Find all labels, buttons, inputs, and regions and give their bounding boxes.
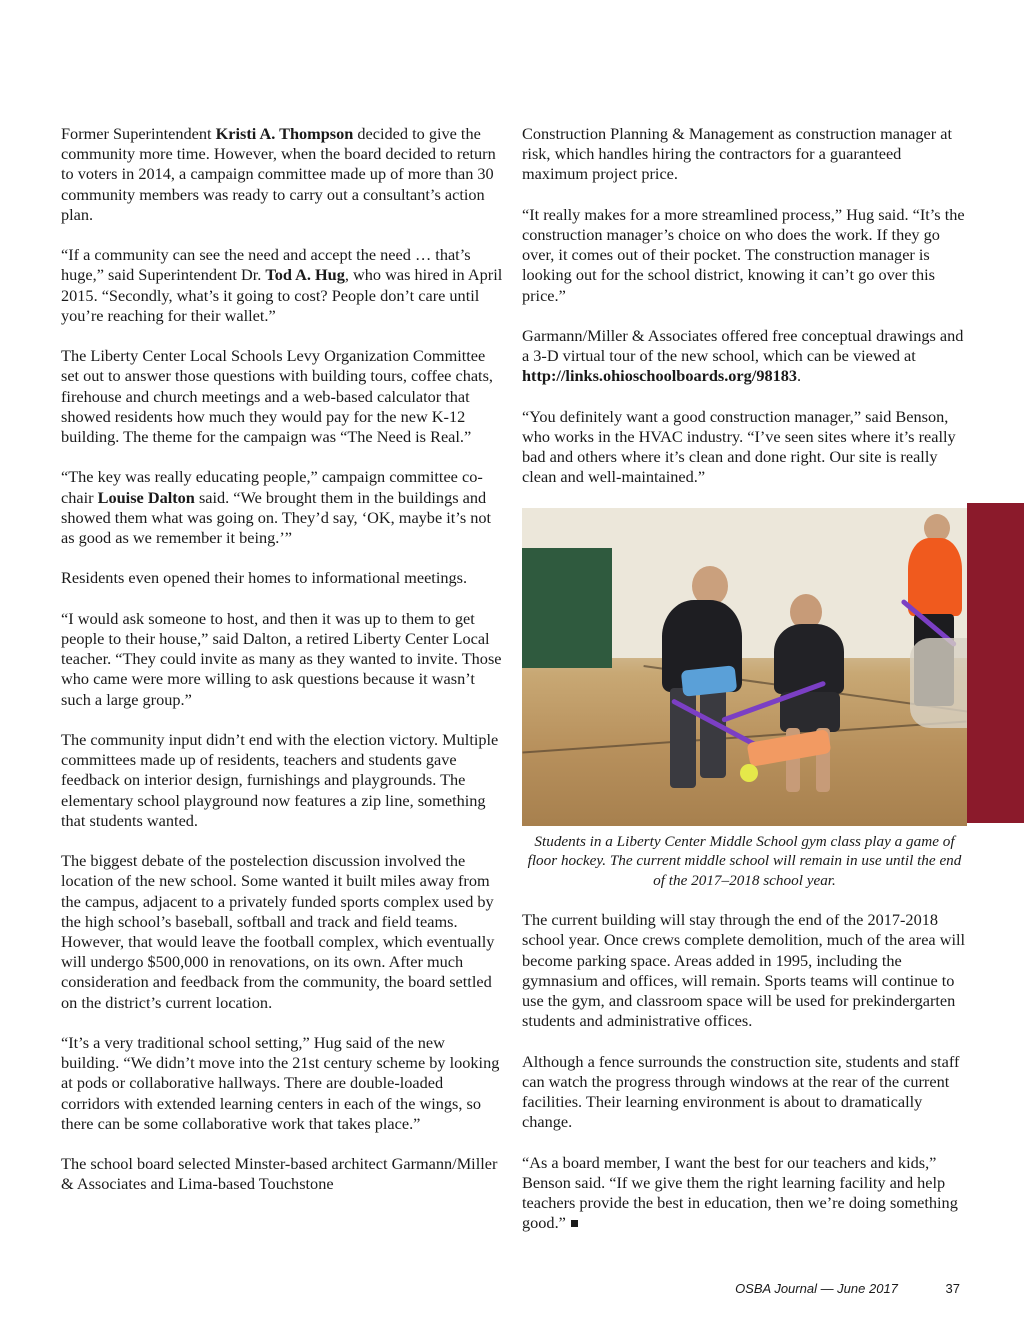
paragraph: Construction Planning & Management as construction manager at risk, which handles hiring the contractors for a guaranteed maximum project price. xyxy=(522,124,952,184)
paragraph: “If a community can see the need and accept the need … that’s huge,” said Superintendent Dr. Tod A. Hug, who was hired in April 2015. “Secondly, what’s it going to cost? People don’t care until you’re reaching for their wallet.” xyxy=(61,245,503,325)
paragraph: “I would ask someone to host, and then it was up to them to get people to their house,” said Dalton, a retired Liberty Center Local teacher. “They could invite as many as they wanted to invite. Those who came were more willing to ask questions because it wasn’t such a large group.” xyxy=(61,608,502,709)
accent-bar xyxy=(967,503,1024,823)
teacher xyxy=(908,538,962,616)
paragraph: “As a board member, I want the best for our teachers and kids,” Benson said. “If we give them the right learning facility and help teachers provide the best in education, then we’re doing something good.” xyxy=(522,1152,958,1233)
paragraph: “You definitely want a good construction manager,” said Benson, who works in the HVAC industry. “I’ve seen sites where it’s really bad and others where it’s clean and done right. Our site is really clean and well-maintained.” xyxy=(522,406,956,487)
end-of-article-icon xyxy=(571,1220,578,1227)
journal-name: OSBA Journal — June 2017 xyxy=(735,1281,898,1296)
page-footer xyxy=(735,1281,960,1296)
person-name: Louise Dalton xyxy=(97,487,195,507)
student-boy-leg xyxy=(700,688,726,778)
paragraph: “It’s a very traditional school setting,” Hug said of the new building. “We didn’t move into the 21st century scheme by looking at pods or collaborative hallways. There are double-loaded corridors with extended learning centers in each of the wings, so there can be some collaborative work that takes place.” xyxy=(61,1033,500,1133)
paragraph: The community input didn’t end with the election victory. Multiple committees made up of residents, teachers and students gave feedback on interior design, furnishings and playgrounds. The elementary school playground now features a zip line, something that students wanted. xyxy=(61,730,499,830)
tour-link[interactable]: http://links.ohioschoolboards.org/98183 xyxy=(522,366,798,386)
gym-class-photo xyxy=(522,508,967,826)
page-number: 37 xyxy=(945,1281,960,1296)
blurred-player xyxy=(910,638,967,728)
wall-mat xyxy=(522,548,612,668)
paragraph: “The key was really educating people,” campaign committee co-chair Louise Dalton said. “We brought them in the buildings and showed them what was going on. They’d say, ‘OK, maybe it’s not as good as we remember it being.’” xyxy=(61,467,492,548)
student-girl xyxy=(774,624,844,694)
photo-caption: Students in a Liberty Center Middle School gym class play a game of floor hockey. The current middle school will remain in use until the end of the 2017–2018 school year. xyxy=(527,832,962,889)
right-column xyxy=(522,124,967,1233)
stick-blade xyxy=(681,665,737,697)
paragraph: Former Superintendent Kristi A. Thompson decided to give the community more time. However, when the board decided to return to voters in 2014, a campaign committee made up of more than 30 community members was ready to carry out a consultant’s action plan. xyxy=(61,124,496,224)
hockey-ball xyxy=(740,764,758,782)
paragraph: Residents even opened their homes to informational meetings. xyxy=(61,568,468,588)
person-name: Tod A. Hug xyxy=(265,265,345,285)
paragraph: Although a fence surrounds the construction site, students and staff can watch the progress through windows at the rear of the current facilities. Their learning environment is about to dramatically change. xyxy=(522,1051,960,1132)
paragraph: The biggest debate of the postelection discussion involved the location of the new school. Some wanted it built miles away from the campus, adjacent to a privately funded sports complex used by the high school’s baseball, softball and track and field teams. However, that would leave the football complex, which eventually will undergo $500,000 in renovations, on its own. After much consideration and feedback from the community, the board settled on the district’s current location. xyxy=(61,851,495,1012)
paragraph: The current building will stay through the end of the 2017-2018 school year. Once crews complete demolition, much of the area will become parking space. Areas added in 1995, including the gymnasium and offices, will remain. Sports teams will continue to use the gym, and classroom space will be used for prekindergarten students and administrative offices. xyxy=(522,910,966,1031)
person-name: Kristi A. Thompson xyxy=(215,124,354,143)
paragraph: “It really makes for a more streamlined process,” Hug said. “It’s the construction manager’s choice on who does the work. If they go over, it comes out of their pocket. The construction manager is looking out for the school district, knowing it can’t go over this price.” xyxy=(522,204,965,305)
paragraph: The Liberty Center Local Schools Levy Organization Committee set out to answer those questions with building tours, coffee chats, firehouse and church meetings and a web-based calculator that showed residents how much they would pay for the new K-12 building. The theme for the campaign was “The Need is Real.” xyxy=(61,346,493,447)
left-column xyxy=(61,124,503,1195)
paragraph: The school board selected Minster-based architect Garmann/Miller & Associates and Lima-based Touchstone xyxy=(61,1154,498,1194)
paragraph: Garmann/Miller & Associates offered free conceptual drawings and a 3-D virtual tour of the new school, which can be viewed at http://links.ohioschoolboards.org/98183. xyxy=(522,326,964,386)
